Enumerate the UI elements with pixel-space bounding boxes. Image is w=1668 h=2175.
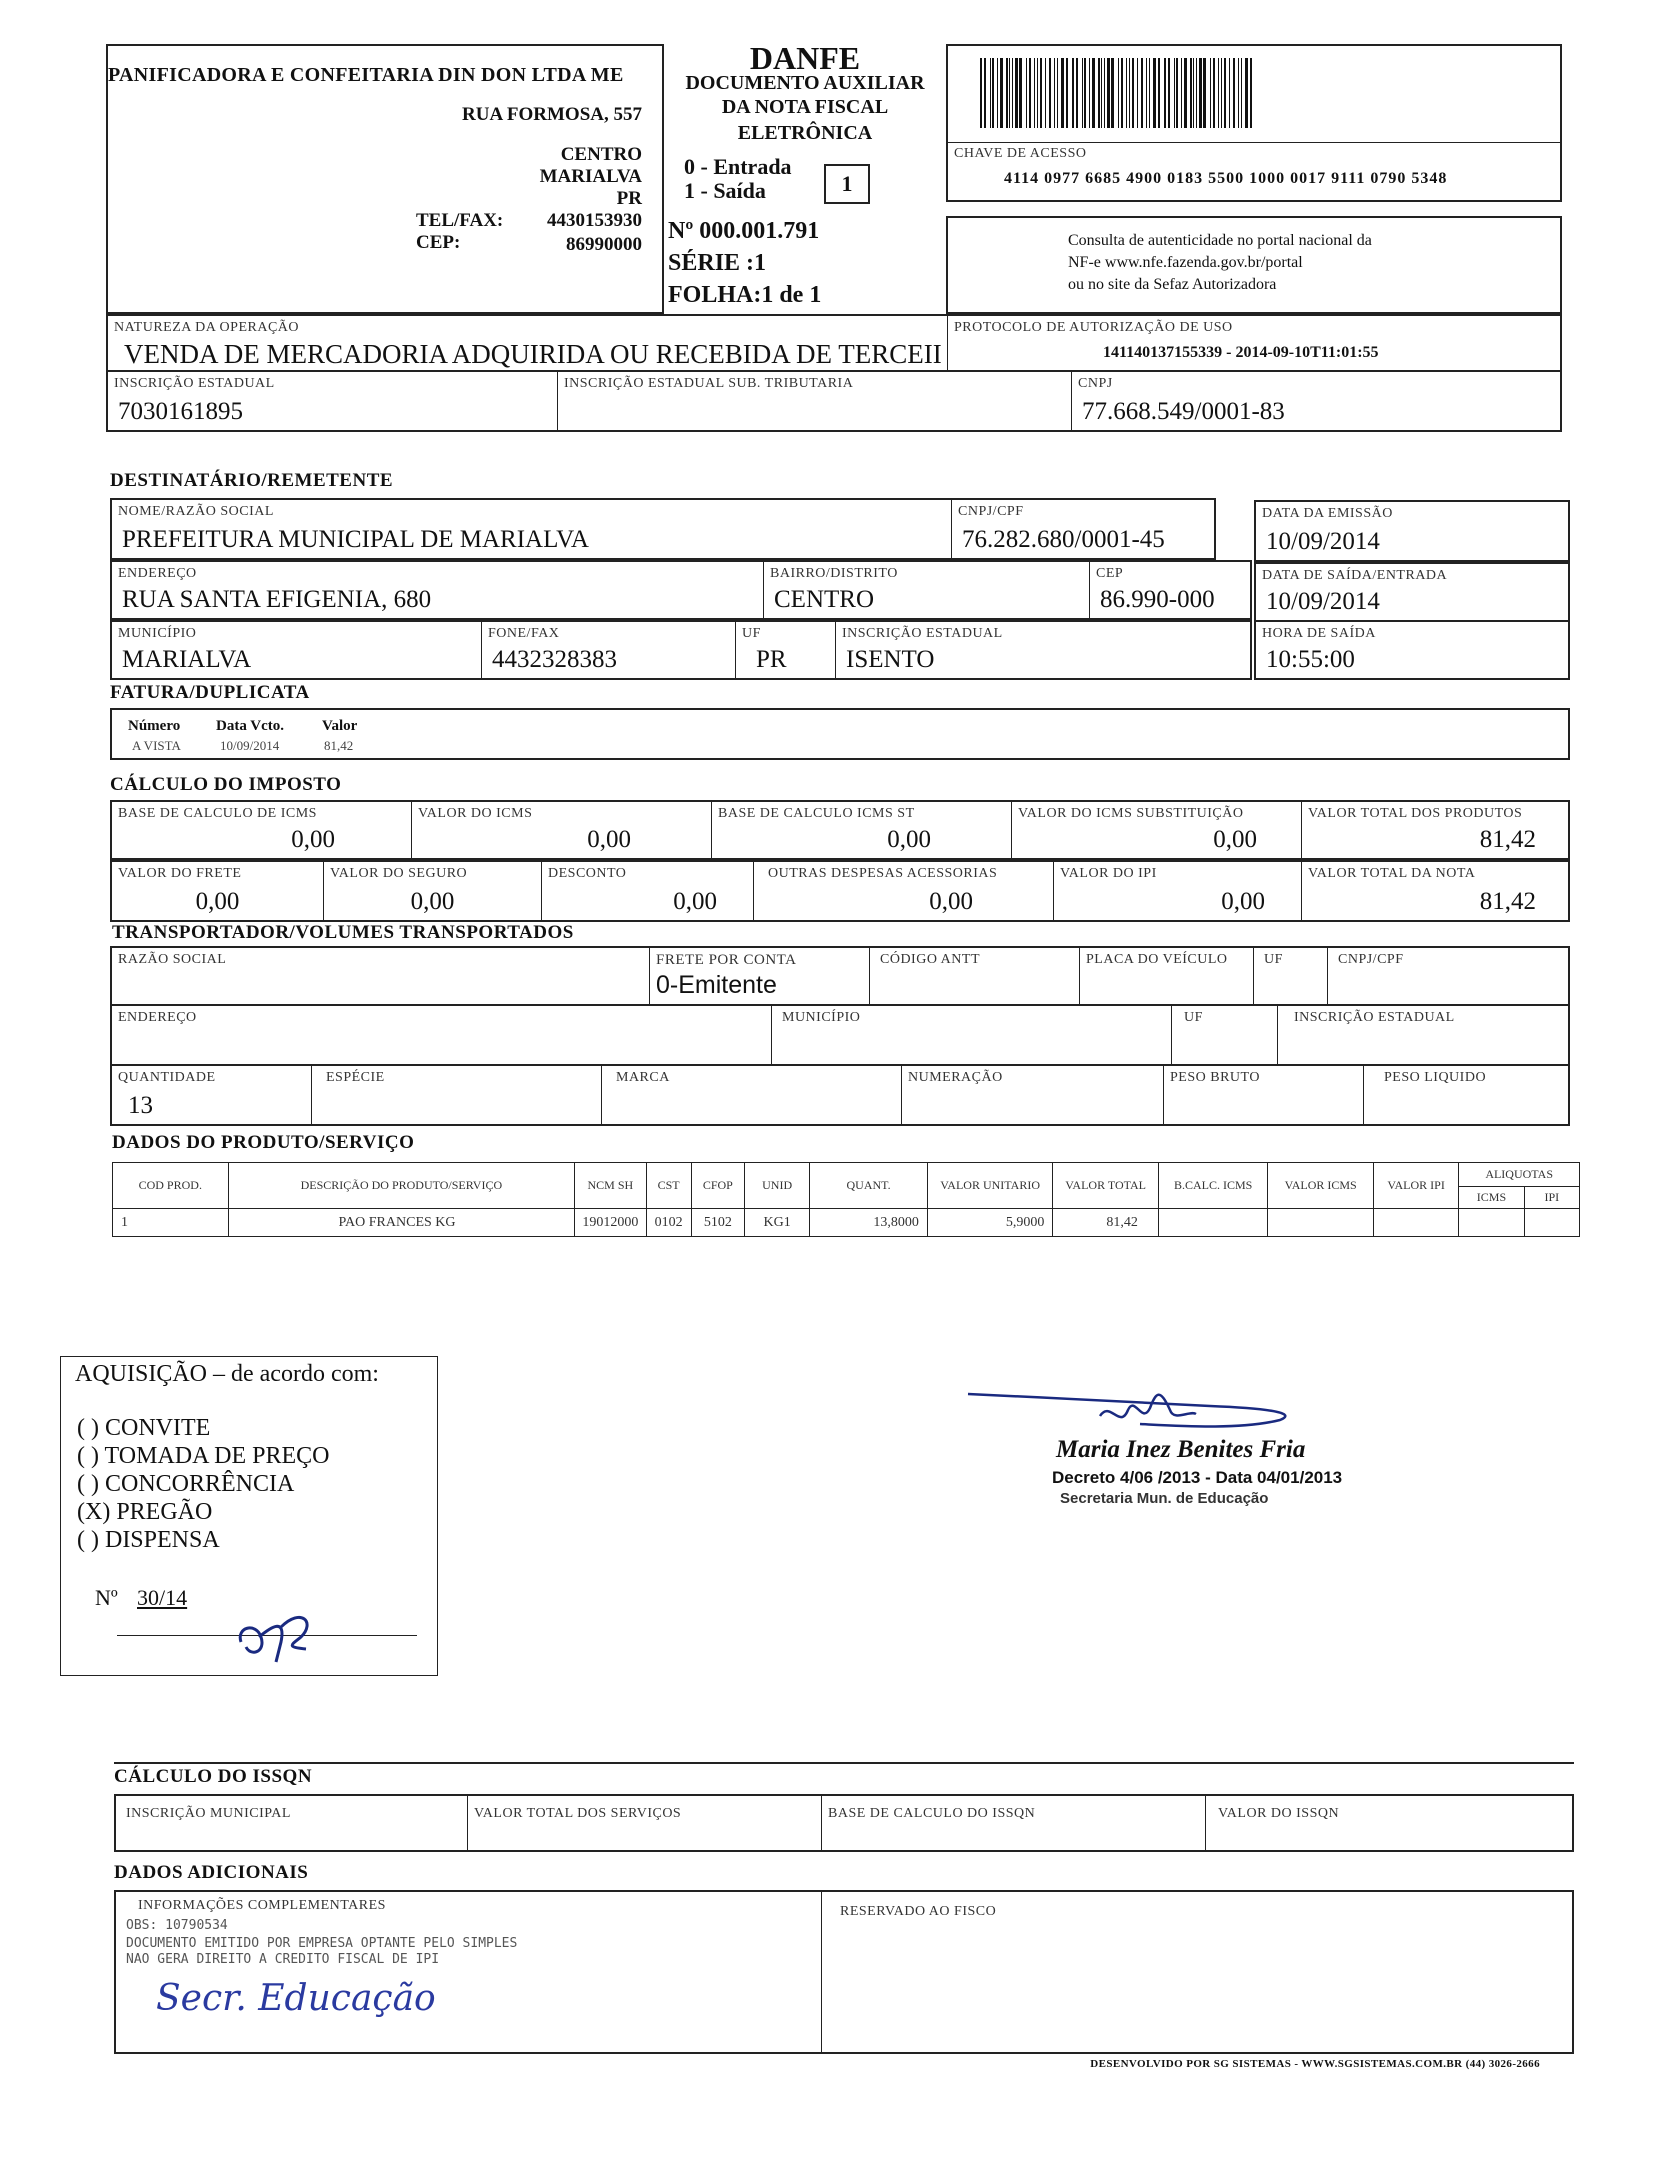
danfe-title: DANFE (749, 40, 861, 76)
chave-box (946, 44, 1562, 202)
dest-uf: PR (756, 646, 787, 673)
transp-frete-label: FRETE POR CONTA (656, 952, 797, 968)
issqn-bc-label: BASE DE CALCULO DO ISSQN (828, 1806, 1036, 1821)
destinatario-title: DESTINATÁRIO/REMETENTE (110, 470, 394, 491)
ie-label: INSCRIÇÃO ESTADUAL (114, 376, 275, 391)
dest-saida-label: DATA DE SAÍDA/ENTRADA (1262, 568, 1448, 583)
nf-folha: FOLHA:1 de 1 (668, 282, 822, 308)
emitente-cep-label: CEP: (416, 232, 461, 253)
dest-nome-label: NOME/RAZÃO SOCIAL (118, 504, 274, 519)
imposto-value: 0,00 (929, 888, 973, 915)
imposto-value: 0,00 (1213, 826, 1257, 853)
danfe-box (664, 40, 946, 314)
emitente-box (106, 44, 664, 314)
info-label: INFORMAÇÕES COMPLEMENTARES (138, 1898, 386, 1913)
transp-liquido-label: PESO LIQUIDO (1384, 1070, 1487, 1085)
imposto-label: VALOR TOTAL DOS PRODUTOS (1308, 806, 1523, 821)
ie-st-label: INSCRIÇÃO ESTADUAL SUB. TRIBUTARIA (564, 376, 854, 391)
aquisicao-opt: ( ) CONCORRÊNCIA (77, 1471, 295, 1497)
emitente-nome: PANIFICADORA E CONFEITARIA DIN DON LTDA ME (108, 64, 624, 86)
protocolo-label: PROTOCOLO DE AUTORIZAÇÃO DE USO (954, 320, 1233, 335)
dest-fone: 4432328383 (492, 646, 617, 673)
imposto-label: VALOR DO IPI (1060, 866, 1157, 881)
aquisicao-opt: ( ) CONVITE (77, 1415, 211, 1441)
th-cfop: CFOP (691, 1163, 744, 1209)
imposto-row2 (110, 860, 1570, 922)
th-vicms: VALOR ICMS (1268, 1163, 1374, 1209)
emitente-bairro: CENTRO (560, 144, 642, 165)
imposto-value: 0,00 (410, 888, 455, 915)
fatura-numero: A VISTA (132, 738, 181, 753)
dest-row2 (110, 560, 1252, 620)
fatura-h-valor: Valor (322, 718, 358, 734)
issqn-vi-label: VALOR DO ISSQN (1218, 1806, 1340, 1821)
transp-razao-label: RAZÃO SOCIAL (118, 952, 227, 967)
dest-municipio-label: MUNICÍPIO (118, 626, 197, 641)
transp-uf-label: UF (1264, 952, 1283, 967)
emitente-cep: 86990000 (566, 234, 642, 255)
natureza-value: VENDA DE MERCADORIA ADQUIRIDA OU RECEBIDA DE TERCEII (124, 339, 942, 369)
th-unid: UNID (744, 1163, 809, 1209)
signature-name: Maria Inez Benites Fria (1056, 1436, 1306, 1463)
ie-value: 7030161895 (118, 398, 243, 425)
danfe-subtitle: DOCUMENTO AUXILIAR (685, 72, 925, 94)
imposto-value: 0,00 (587, 826, 631, 853)
dest-endereco: RUA SANTA EFIGENIA, 680 (122, 586, 432, 613)
transp-municipio-label: MUNICÍPIO (782, 1010, 861, 1025)
imposto-row1 (110, 800, 1570, 860)
dest-emissao: 10/09/2014 (1266, 528, 1380, 555)
th-vipi: VALOR IPI (1373, 1163, 1458, 1209)
emitente-tel-label: TEL/FAX: (416, 210, 504, 231)
adicionais-box (114, 1890, 1574, 2054)
consulta-text: NF-e www.nfe.fazenda.gov.br/portal (1068, 254, 1303, 271)
th-aliq: ALIQUOTAS (1459, 1163, 1580, 1187)
table-row (113, 1209, 1580, 1237)
dest-ie: ISENTO (846, 646, 935, 673)
dest-emissao (1254, 500, 1570, 562)
th-cst: CST (646, 1163, 691, 1209)
dest-uf-label: UF (742, 626, 761, 641)
imposto-label: BASE DE CALCULO ICMS ST (718, 806, 915, 821)
imposto-value: 0,00 (673, 888, 717, 915)
imposto-label: DESCONTO (548, 866, 627, 881)
aquisicao-title: AQUISIÇÃO – de acordo com: (75, 1361, 379, 1387)
dest-hora: 10:55:00 (1266, 646, 1355, 673)
danfe-subtitle: DA NOTA FISCAL (721, 96, 889, 118)
aquisicao-opt: (X) PREGÃO (77, 1499, 213, 1525)
signature-cargo: Secretaria Mun. de Educação (1060, 1490, 1269, 1507)
cell-cst: 0102 (646, 1209, 691, 1237)
dest-row3 (110, 620, 1252, 680)
transp-especie-label: ESPÉCIE (326, 1070, 385, 1085)
dest-fone-label: FONE/FAX (488, 626, 560, 641)
info-line: OBS: 10790534 (126, 1918, 228, 1933)
fisco-label: RESERVADO AO FISCO (840, 1904, 997, 1919)
chave-divider (948, 142, 1560, 143)
dest-ie-label: INSCRIÇÃO ESTADUAL (842, 626, 1003, 641)
fatura-box (110, 708, 1570, 760)
cell-cfop: 5102 (691, 1209, 744, 1237)
chave-value: 4114 0977 6685 4900 0183 5500 1000 0017 9111 0790 5348 (1004, 170, 1448, 187)
dest-bairro: CENTRO (774, 586, 874, 613)
imposto-value: 81,42 (1479, 888, 1536, 915)
dest-row1 (110, 498, 1216, 560)
issqn-vt-label: VALOR TOTAL DOS SERVIÇOS (474, 1806, 682, 1821)
cnpj-value: 77.668.549/0001-83 (1082, 398, 1285, 425)
signature-block (960, 1380, 1380, 1530)
transporte-title: TRANSPORTADOR/VOLUMES TRANSPORTADOS (112, 922, 574, 943)
consulta-text: Consulta de autenticidade no portal nacional da (1068, 232, 1372, 249)
transp-endereco-label: ENDEREÇO (118, 1010, 197, 1025)
cnpj-label: CNPJ (1078, 376, 1113, 391)
th-vtotal: VALOR TOTAL (1053, 1163, 1159, 1209)
dest-cnpj-label: CNPJ/CPF (958, 504, 1024, 519)
emitente-uf: PR (616, 188, 642, 209)
transp-numeracao-label: NUMERAÇÃO (908, 1070, 1003, 1085)
imposto-value: 0,00 (291, 826, 335, 853)
transp-qtd-label: QUANTIDADE (118, 1070, 216, 1085)
dest-municipio: MARIALVA (122, 646, 252, 673)
dest-saida: 10/09/2014 (1266, 588, 1380, 615)
protocolo-value: 141140137155339 - 2014-09-10T11:01:55 (1103, 344, 1379, 361)
aquisicao-numero: 30/14 (137, 1585, 188, 1610)
imposto-label: OUTRAS DESPESAS ACESSORIAS (768, 866, 998, 881)
cell-quant: 13,8000 (810, 1209, 928, 1237)
fatura-data: 10/09/2014 (220, 738, 280, 753)
issqn-box (114, 1794, 1574, 1852)
transp-bruto-label: PESO BRUTO (1170, 1070, 1260, 1085)
transporte-row1 (110, 946, 1570, 1006)
transp-antt-label: CÓDIGO ANTT (880, 952, 980, 967)
footer-credit: DESENVOLVIDO POR SG SISTEMAS - WWW.SGSISTEMAS.COM.BR (44) 3026-2666 (1090, 2058, 1540, 2070)
transp-qtd: 13 (128, 1092, 153, 1119)
dest-bairro-label: BAIRRO/DISTRITO (770, 566, 898, 581)
issqn-im-label: INSCRIÇÃO MUNICIPAL (126, 1806, 291, 1821)
nf-serie: SÉRIE :1 (668, 250, 767, 276)
dest-cep: 86.990-000 (1100, 586, 1215, 613)
imposto-label: BASE DE CALCULO DE ICMS (118, 806, 317, 821)
dest-cnpj: 76.282.680/0001-45 (962, 526, 1165, 553)
natureza-row (106, 314, 1562, 372)
consulta-box (946, 216, 1562, 314)
fatura-h-numero: Número (128, 718, 181, 734)
nf-numero: Nº 000.001.791 (668, 218, 820, 244)
cell-vunit: 5,9000 (927, 1209, 1053, 1237)
imposto-label: VALOR DO SEGURO (330, 866, 468, 881)
th-bcalc: B.CALC. ICMS (1158, 1163, 1268, 1209)
transporte-row2 (110, 1004, 1570, 1066)
cell-desc: PAO FRANCES KG (228, 1209, 575, 1237)
th-desc: DESCRIÇÃO DO PRODUTO/SERVIÇO (228, 1163, 575, 1209)
imposto-label: VALOR DO ICMS (418, 806, 533, 821)
issqn-rule (114, 1762, 1574, 1764)
transp-placa-label: PLACA DO VEÍCULO (1086, 952, 1228, 967)
imposto-value: 0,00 (1221, 888, 1265, 915)
aquisicao-stamp (60, 1356, 438, 1676)
initials-signature (231, 1597, 371, 1667)
dest-cep-label: CEP (1096, 566, 1124, 581)
transp-ie-label: INSCRIÇÃO ESTADUAL (1294, 1010, 1455, 1025)
cell-vtotal: 81,42 (1053, 1209, 1159, 1237)
th-ncm: NCM SH (575, 1163, 646, 1209)
tipo-saida: 1 - Saída (684, 178, 766, 203)
th-cod: COD PROD. (113, 1163, 229, 1209)
imposto-value: 81,42 (1479, 826, 1536, 853)
transp-frete: 0-Emitente (656, 971, 777, 999)
aquisicao-opt: ( ) TOMADA DE PREÇO (77, 1443, 330, 1469)
th-quant: QUANT. (810, 1163, 928, 1209)
barcode (980, 58, 1520, 128)
emitente-endereco: RUA FORMOSA, 557 (462, 104, 642, 125)
aquisicao-opt: ( ) DISPENSA (77, 1527, 220, 1553)
dest-hora (1254, 620, 1570, 680)
cell-unid: KG1 (744, 1209, 809, 1237)
fatura-title: FATURA/DUPLICATA (110, 682, 310, 703)
th-aicms: ICMS (1459, 1187, 1524, 1209)
imposto-title: CÁLCULO DO IMPOSTO (110, 774, 342, 795)
tipo-box: 1 (824, 164, 870, 204)
natureza-label: NATUREZA DA OPERAÇÃO (114, 320, 300, 335)
tipo-entrada: 0 - Entrada (684, 154, 792, 179)
handwritten-note: Secr. Educação (156, 1978, 436, 2019)
fatura-h-data: Data Vcto. (216, 718, 285, 734)
transp-cnpj-label: CNPJ/CPF (1338, 952, 1404, 967)
danfe-subtitle: ELETRÔNICA (737, 122, 873, 144)
dest-saida-data (1254, 562, 1570, 622)
produtos-title: DADOS DO PRODUTO/SERVIÇO (112, 1132, 415, 1153)
produtos-table (112, 1162, 1580, 1237)
imposto-label: VALOR DO ICMS SUBSTITUIÇÃO (1018, 806, 1244, 821)
imposto-label: VALOR TOTAL DA NOTA (1308, 866, 1476, 881)
transp-uf2-label: UF (1184, 1010, 1203, 1025)
signature-decreto: Decreto 4/06 /2013 - Data 04/01/2013 (1052, 1468, 1343, 1487)
emitente-cidade: MARIALVA (539, 166, 642, 187)
transp-marca-label: MARCA (616, 1070, 670, 1085)
dest-nome: PREFEITURA MUNICIPAL DE MARIALVA (122, 526, 589, 553)
emitente-tel: 4430153930 (547, 210, 642, 231)
imposto-value: 0,00 (887, 826, 931, 853)
th-aipi: IPI (1524, 1187, 1579, 1209)
issqn-title: CÁLCULO DO ISSQN (114, 1766, 313, 1787)
dest-emissao-label: DATA DA EMISSÃO (1262, 506, 1393, 521)
adicionais-title: DADOS ADICIONAIS (114, 1862, 309, 1883)
cell-ncm: 19012000 (575, 1209, 646, 1237)
cell-cod: 1 (113, 1209, 229, 1237)
chave-label: CHAVE DE ACESSO (954, 146, 1087, 161)
transporte-row3 (110, 1064, 1570, 1126)
info-line: NAO GERA DIREITO A CREDITO FISCAL DE IPI (126, 1952, 440, 1967)
aquisicao-numero-label: Nº (95, 1585, 118, 1610)
ie-row (106, 370, 1562, 432)
dest-hora-label: HORA DE SAÍDA (1262, 626, 1376, 641)
info-line: DOCUMENTO EMITIDO POR EMPRESA OPTANTE PELO SIMPLES (126, 1936, 518, 1951)
th-vunit: VALOR UNITARIO (927, 1163, 1053, 1209)
dest-endereco-label: ENDEREÇO (118, 566, 197, 581)
consulta-text: ou no site da Sefaz Autorizadora (1068, 276, 1277, 293)
fatura-valor: 81,42 (324, 738, 354, 753)
imposto-label: VALOR DO FRETE (118, 866, 242, 881)
imposto-value: 0,00 (195, 888, 240, 915)
